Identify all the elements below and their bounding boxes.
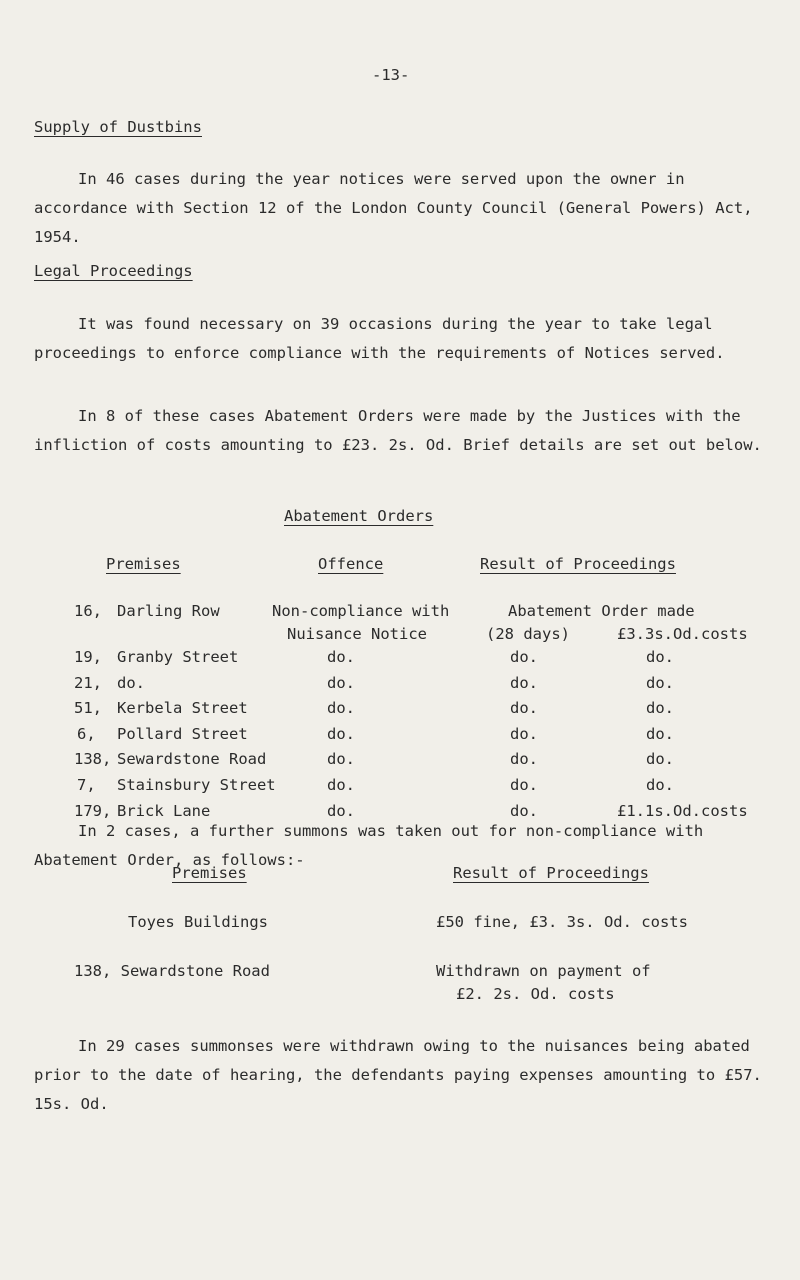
table-row-offence: do. bbox=[327, 802, 355, 820]
legal-heading: Legal Proceedings bbox=[34, 262, 193, 280]
legal-paragraph-2: In 8 of these cases Abatement Orders were made by the Justices with the infliction of costs amounting to £23. 2s. Od. Brief details are set out below. bbox=[34, 407, 762, 454]
further-row1-result: £50 fine, £3. 3s. Od. costs bbox=[436, 913, 688, 931]
table-row-offence: do. bbox=[327, 776, 355, 794]
table-row-number: 21, bbox=[74, 674, 102, 692]
abatement-header-result: Result of Proceedings bbox=[480, 555, 676, 573]
table-row-result: Abatement Order made bbox=[508, 602, 695, 620]
table-row-number: 6, bbox=[77, 725, 96, 743]
table-row-street: Sewardstone Road bbox=[117, 750, 267, 768]
table-row-offence: do. bbox=[327, 750, 355, 768]
further-header-result: Result of Proceedings bbox=[453, 864, 649, 882]
table-row-offence: Non-compliance with bbox=[272, 602, 450, 620]
further-row1-premises: Toyes Buildings bbox=[128, 913, 268, 931]
table-row-street: Stainsbury Street bbox=[117, 776, 276, 794]
abatement-header-offence: Offence bbox=[318, 555, 384, 573]
table-row-costs: do. bbox=[646, 750, 674, 768]
table-row-result: do. bbox=[510, 802, 538, 820]
table-row-result: do. bbox=[510, 699, 538, 717]
table-row-number: 7, bbox=[77, 776, 96, 794]
table-row-offence: do. bbox=[327, 674, 355, 692]
table-row-street: Darling Row bbox=[117, 602, 220, 620]
dustbins-paragraph: In 46 cases during the year notices were served upon the owner in accordance with Section 12 of the London County Council (General Powers) Act, 1954. bbox=[34, 170, 753, 246]
abatement-title: Abatement Orders bbox=[284, 507, 434, 525]
table-row-costs: £3.3s.Od.costs bbox=[617, 625, 748, 643]
further-header-premises: Premises bbox=[172, 864, 247, 882]
further-row2-premises: 138, Sewardstone Road bbox=[74, 962, 270, 980]
table-row-result: do. bbox=[510, 725, 538, 743]
table-row-number: 51, bbox=[74, 699, 102, 717]
table-row-costs: do. bbox=[646, 725, 674, 743]
dustbins-heading: Supply of Dustbins bbox=[34, 118, 202, 136]
table-row-offence: do. bbox=[327, 648, 355, 666]
further-row2-result: Withdrawn on payment of bbox=[436, 962, 651, 980]
table-row-costs: do. bbox=[646, 699, 674, 717]
table-row-offence-continued: Nuisance Notice bbox=[287, 625, 427, 643]
table-row-result-days: (28 days) bbox=[486, 625, 570, 643]
table-row-number: 19, bbox=[74, 648, 102, 666]
table-row-number: 138, bbox=[74, 750, 112, 768]
table-row-street: Kerbela Street bbox=[117, 699, 248, 717]
withdrawn-paragraph: In 29 cases summonses were withdrawn owing to the nuisances being abated prior to the date of hearing, the defendants paying expenses amounting to £57. 15s. Od. bbox=[34, 1037, 762, 1113]
table-row-offence: do. bbox=[327, 699, 355, 717]
table-row-number: 16, bbox=[74, 602, 102, 620]
table-row-costs: £1.1s.Od.costs bbox=[617, 802, 748, 820]
table-row-offence: do. bbox=[327, 725, 355, 743]
table-row-street: Granby Street bbox=[117, 648, 239, 666]
page-number: -13- bbox=[372, 66, 410, 84]
table-row-result: do. bbox=[510, 776, 538, 794]
table-row-result: do. bbox=[510, 674, 538, 692]
table-row-costs: do. bbox=[646, 674, 674, 692]
table-row-street: Brick Lane bbox=[117, 802, 211, 820]
further-row2-result-continued: £2. 2s. Od. costs bbox=[456, 985, 615, 1003]
table-row-result: do. bbox=[510, 750, 538, 768]
abatement-header-premises: Premises bbox=[106, 555, 181, 573]
table-row-costs: do. bbox=[646, 648, 674, 666]
legal-paragraph-1: It was found necessary on 39 occasions during the year to take legal proceedings to enforce compliance with the requirements of Notices served. bbox=[34, 315, 725, 362]
table-row-street: Pollard Street bbox=[117, 725, 248, 743]
table-row-result: do. bbox=[510, 648, 538, 666]
further-summons-paragraph: In 2 cases, a further summons was taken out for non-compliance with Abatement Order, as follows:- bbox=[34, 822, 704, 869]
table-row-street: do. bbox=[117, 674, 145, 692]
table-row-number: 179, bbox=[74, 802, 112, 820]
table-row-costs: do. bbox=[646, 776, 674, 794]
